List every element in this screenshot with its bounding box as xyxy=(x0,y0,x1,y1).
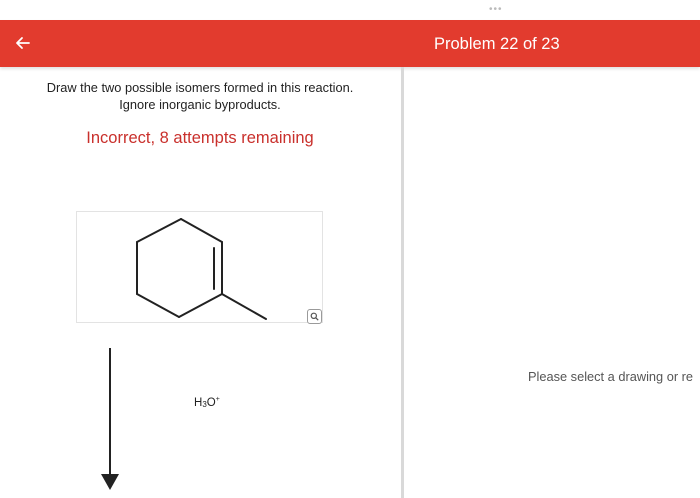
ring-bond-6 xyxy=(137,219,181,242)
arrow-left-icon xyxy=(14,34,32,52)
panel-divider xyxy=(401,67,404,498)
top-strip xyxy=(0,0,700,20)
reagent-h: H xyxy=(194,397,203,409)
ring-bond-4 xyxy=(137,294,179,317)
ring-bond-3 xyxy=(179,294,222,317)
starting-material-structure xyxy=(76,211,323,323)
header-bar xyxy=(0,20,700,67)
reagent-superscript: + xyxy=(215,396,220,403)
reagent-subscript: 3 xyxy=(202,400,207,409)
ring-bond-1 xyxy=(181,219,222,242)
methylcyclohexene-structure xyxy=(77,212,324,324)
methyl-bond xyxy=(222,294,266,319)
prompt-line-2: Ignore inorganic byproducts. xyxy=(119,97,281,112)
magnifier-icon xyxy=(310,312,319,321)
question-prompt xyxy=(20,79,380,113)
more-dots-icon: ••• xyxy=(489,4,503,15)
reagent-label xyxy=(194,396,220,409)
feedback-message: Incorrect, 8 attempts remaining xyxy=(86,129,314,147)
reagent-o: O xyxy=(206,397,216,409)
prompt-line-1: Draw the two possible isomers formed in this reaction. xyxy=(46,80,354,95)
reaction-arrow-icon xyxy=(98,346,122,498)
page-title: Problem 22 of 23 xyxy=(434,35,560,53)
zoom-button[interactable] xyxy=(307,309,322,324)
back-button[interactable] xyxy=(6,26,40,60)
drawing-placeholder-text: Please select a drawing or re xyxy=(528,369,694,384)
